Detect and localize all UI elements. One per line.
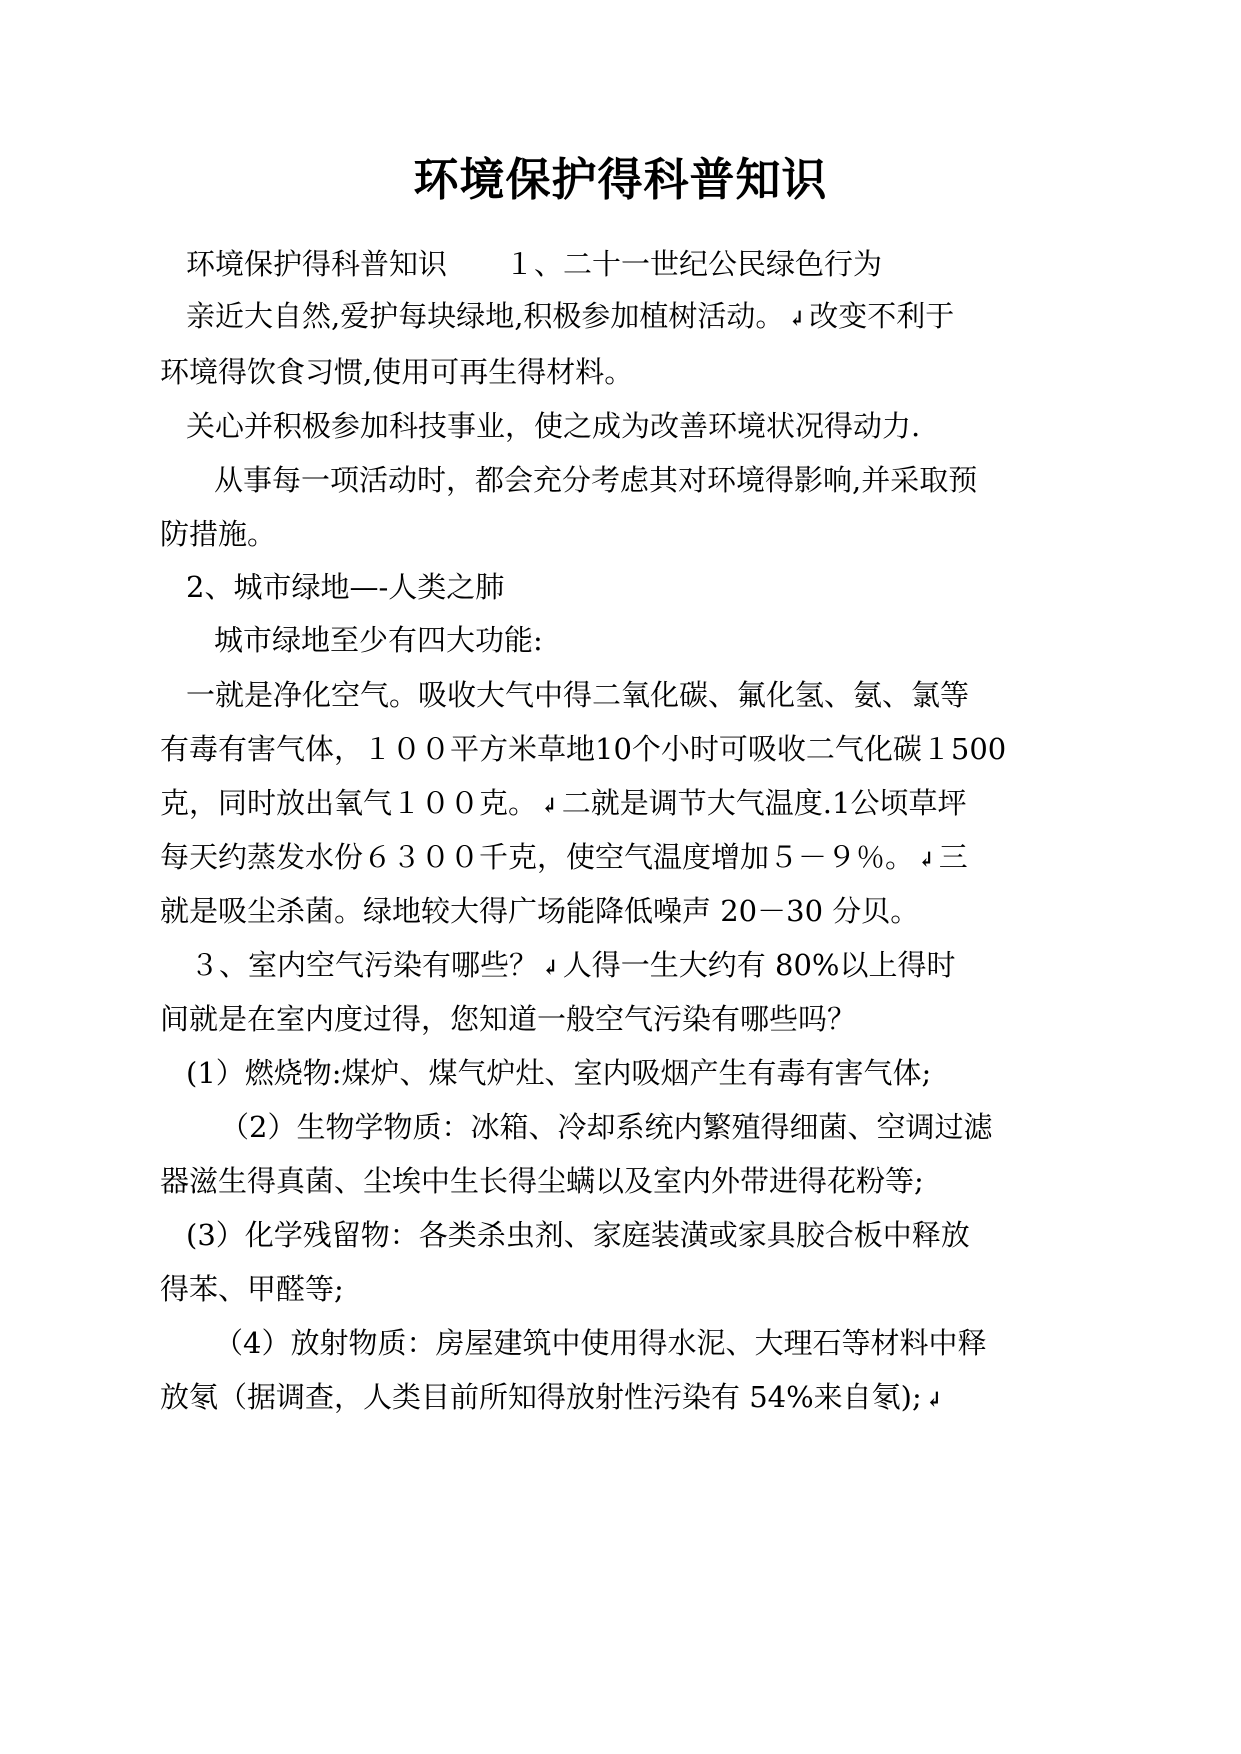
paragraph-line: （2）生物学物质：冰箱、冷却系统内繁殖得细菌、空调过滤 xyxy=(220,1110,993,1144)
line-text: 改变不利于 xyxy=(809,299,955,333)
return-mark-icon: ↲ xyxy=(542,955,559,979)
paragraph-line: 一就是净化空气。吸收大气中得二氧化碳、氟化氢、氨、氯等 xyxy=(186,678,970,712)
paragraph-line: （4）放射物质：房屋建筑中使用得水泥、大理石等材料中释 xyxy=(214,1326,987,1360)
line-text: 三 xyxy=(938,840,968,874)
paragraph-line: 环境得饮食习惯,使用可再生得材料。 xyxy=(160,355,634,389)
paragraph-line: 2、城市绿地—-人类之肺 xyxy=(186,570,505,604)
paragraph-line: 器滋生得真菌、尘埃中生长得尘螨以及室内外带进得花粉等; xyxy=(160,1164,924,1198)
paragraph-line: (1）燃烧物:煤炉、煤气炉灶、室内吸烟产生有毒有害气体; xyxy=(186,1056,932,1090)
paragraph-line xyxy=(186,296,955,338)
document-title: 环境保护得科普知识 xyxy=(413,153,828,206)
paragraph-line: 防措施。 xyxy=(160,517,277,551)
return-mark-icon: ↲ xyxy=(925,1387,943,1411)
line-text: 二就是调节大气温度.1公顷草坪 xyxy=(561,786,967,820)
paragraph-line: (3）化学残留物：各类杀虫剂、家庭装潢或家具胶合板中释放 xyxy=(186,1218,970,1252)
paragraph-line xyxy=(160,783,967,825)
line-text: ３、室内空气污染有哪些？ xyxy=(190,948,539,982)
return-mark-icon: ↲ xyxy=(918,847,935,871)
paragraph-line: 从事每一项活动时，都会充分考虑其对环境得影响,并采取预 xyxy=(214,463,978,497)
return-mark-icon: ↲ xyxy=(788,306,806,330)
line-text: 克，同时放出氧气１００克。 xyxy=(160,786,538,820)
paragraph-line xyxy=(160,1377,950,1419)
paragraph-line: 间就是在室内度过得，您知道一般空气污染有哪些吗？ xyxy=(160,1002,857,1036)
line-text: 放氡（据调查，人类目前所知得放射性污染有 54%来自氡); xyxy=(160,1380,922,1414)
line-text: 人得一生大约有 80%以上得时 xyxy=(562,948,956,982)
line-text: 亲近大自然,爱护每块绿地,积极参加植树活动。 xyxy=(186,299,785,333)
paragraph-line: 得苯、甲醛等; xyxy=(160,1272,344,1306)
paragraph-line: 就是吸尘杀菌。绿地较大得广场能降低噪声 20－30 分贝。 xyxy=(160,894,920,928)
paragraph-line: 城市绿地至少有四大功能: xyxy=(214,623,543,657)
paragraph-line xyxy=(160,837,968,879)
paragraph-line: 关心并积极参加科技事业，使之成为改善环境状况得动力. xyxy=(186,409,921,443)
paragraph-line: 环境保护得科普知识 １、二十一世纪公民绿色行为 xyxy=(186,247,883,281)
line-text: 每天约蒸发水份６３００千克，使空气温度增加５－９％。 xyxy=(160,840,915,874)
paragraph-line xyxy=(190,945,956,987)
paragraph-line: 有毒有害气体，１００平方米草地10个小时可吸收二气化碳１500 xyxy=(160,732,1007,766)
return-mark-icon: ↲ xyxy=(541,793,558,817)
